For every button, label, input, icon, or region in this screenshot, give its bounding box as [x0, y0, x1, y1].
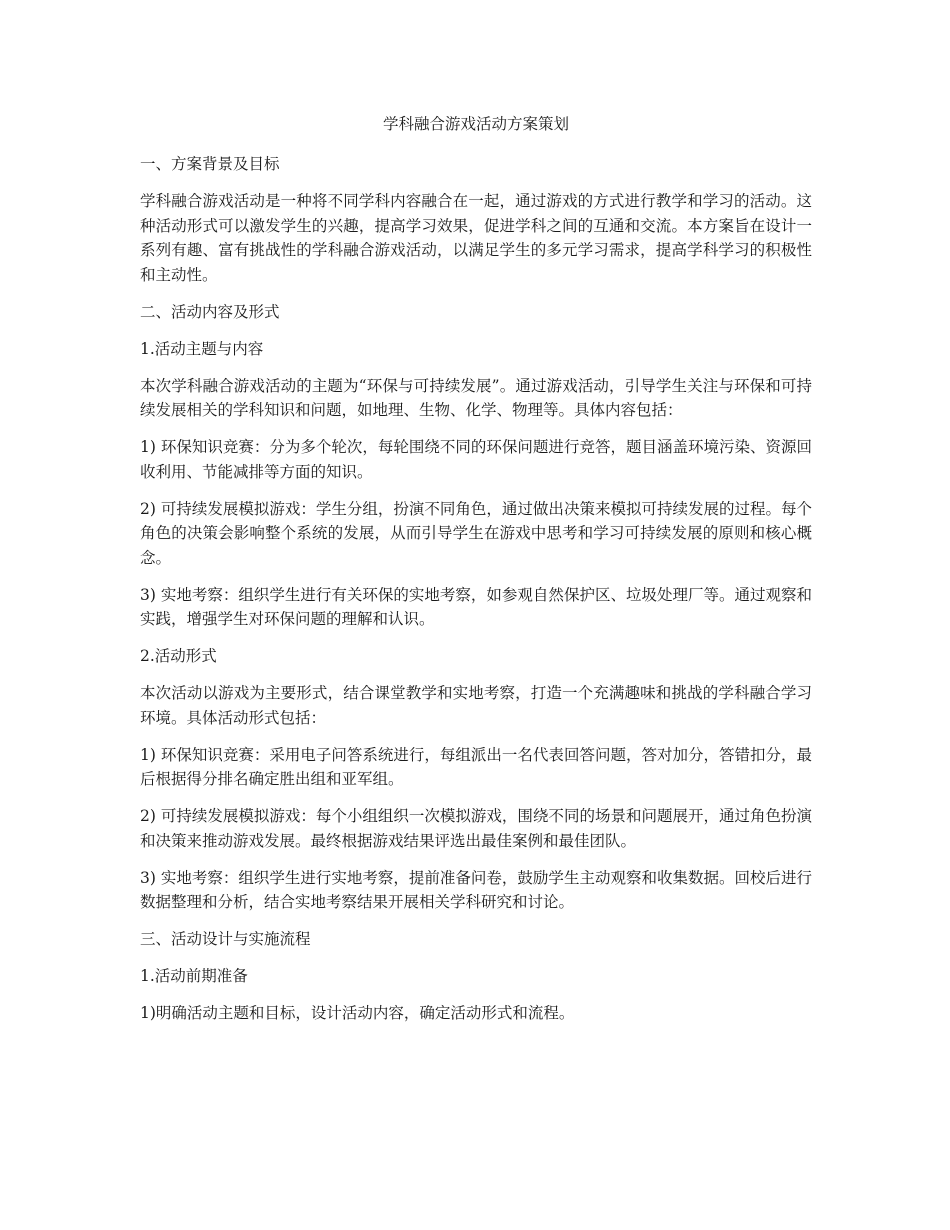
section-heading-content: 二、活动内容及形式: [140, 302, 280, 321]
subheading-theme: 1.活动主题与内容: [140, 339, 264, 358]
document-title: 学科融合游戏活动方案策划: [382, 115, 569, 133]
section-heading-design: 三、活动设计与实施流程: [140, 930, 311, 948]
subheading-form: 2.活动形式: [140, 647, 217, 665]
list-item-content-2: 2) 可持续发展模拟游戏：学生分组，扮演不同角色，通过做出决策来模拟可持续发展的过程。每个角色的决策会影响整个系统的发展，从而引导学生在游戏中思考和学习可持续发展的原则和核心概念。: [140, 499, 812, 567]
list-item-preparation-1: 1)明确活动主题和目标，设计活动内容，确定活动形式和流程。: [140, 1004, 575, 1022]
section-heading-background: 一、方案背景及目标: [140, 155, 280, 173]
document-page: [140, 112, 812, 1038]
paragraph-theme: 本次学科融合游戏活动的主题为“环保与可持续发展”。通过游戏活动，引导学生关注与环保和可持续发展相关的学科知识和问题，如地理、生物、化学、物理等。具体内容包括：: [140, 376, 812, 419]
subheading-preparation: 1.活动前期准备: [140, 967, 248, 985]
paragraph-form: 本次活动以游戏为主要形式，结合课堂教学和实地考察，打造一个充满趣味和挑战的学科融合学习环境。具体活动形式包括：: [140, 684, 812, 727]
list-item-content-3: 3) 实地考察：组织学生进行有关环保的实地考察，如参观自然保护区、垃圾处理厂等。通过观察和实践，增强学生对环保问题的理解和认识。: [140, 585, 812, 628]
paragraph-background: 学科融合游戏活动是一种将不同学科内容融合在一起，通过游戏的方式进行教学和学习的活动。这种活动形式可以激发学生的兴趣，提高学习效果，促进学科之间的互通和交流。本方案旨在设计一系列有趣、富有挑战性的学科融合游戏活动，以满足学生的多元学习需求，提高学科学习的积极性和主动性。: [140, 192, 812, 284]
list-item-form-3: 3) 实地考察：组织学生进行实地考察，提前准备问卷，鼓励学生主动观察和收集数据。回校后进行数据整理和分析，结合实地考察结果开展相关学科研究和讨论。: [140, 868, 812, 911]
list-item-form-2: 2) 可持续发展模拟游戏：每个小组组织一次模拟游戏，围绕不同的场景和问题展开，通过角色扮演和决策来推动游戏发展。最终根据游戏结果评选出最佳案例和最佳团队。: [140, 807, 812, 850]
list-item-content-1: 1) 环保知识竞赛：分为多个轮次，每轮围绕不同的环保问题进行竞答，题目涵盖环境污染、资源回收利用、节能减排等方面的知识。: [140, 438, 812, 481]
list-item-form-1: 1) 环保知识竞赛：采用电子问答系统进行，每组派出一名代表回答问题，答对加分，答错扣分，最后根据得分排名确定胜出组和亚军组。: [140, 745, 812, 788]
